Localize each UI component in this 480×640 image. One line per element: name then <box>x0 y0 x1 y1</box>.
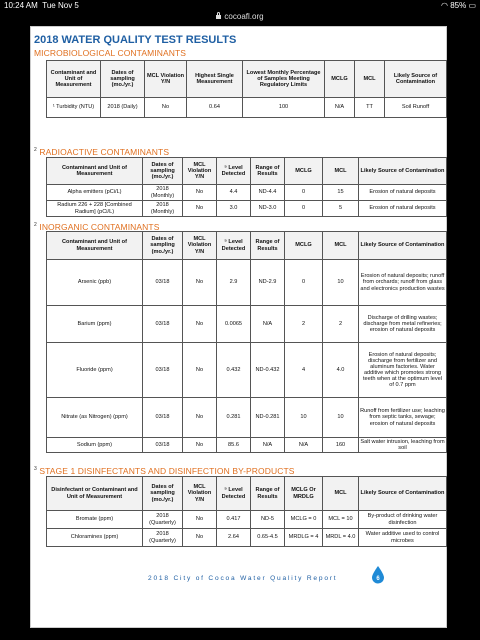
table-cell: 2018 (Daily) <box>101 98 145 118</box>
table-cell: Bromate (ppm) <box>47 511 143 529</box>
table-cell: 2018 (Monthly) <box>143 201 183 217</box>
table-cell: 15 <box>323 185 359 201</box>
table-cell: Erosion of natural deposits; discharge from fertilizer and aluminum factories. Water additive which promotes strong teeth when at the optimum level of 0.7 ppm <box>359 343 447 398</box>
table-cell: No <box>183 398 217 438</box>
table-cell: 0.417 <box>217 511 251 529</box>
table-cell: 2.9 <box>217 260 251 306</box>
status-battery: ◠ 85% ▭ <box>440 1 476 10</box>
table-cell: 160 <box>323 438 359 453</box>
table-cell: Discharge of drilling wastes; discharge from metal refineries; erosion of natural deposits <box>359 306 447 343</box>
col-header: Range of Results <box>251 477 285 511</box>
section-disinfectants: $^3$ STAGE 1 DISINFECTANTS AND DISINFECTION BY-PRODUCTS <box>34 466 295 476</box>
table-cell: Chloramines (ppm) <box>47 529 143 547</box>
page-number-badge <box>371 566 385 584</box>
table-cell: 03/18 <box>143 343 183 398</box>
table-row <box>47 398 447 438</box>
table-cell: N/A <box>251 306 285 343</box>
table-cell: Sodium (ppm) <box>47 438 143 453</box>
table-cell: No <box>183 511 217 529</box>
battery-icon: ▭ <box>468 1 476 10</box>
table-cell: 03/18 <box>143 398 183 438</box>
table-cell: 10 <box>323 398 359 438</box>
col-header: MCLG <box>325 61 355 98</box>
table-cell: MRDL = 4.0 <box>323 529 359 547</box>
table-cell: MRDLG = 4 <box>285 529 323 547</box>
table-cell: No <box>145 98 187 118</box>
table-cell: 2.64 <box>217 529 251 547</box>
table-cell: 0.0065 <box>217 306 251 343</box>
col-header: Range of Results <box>251 158 285 185</box>
table-row <box>47 529 447 547</box>
col-header: Disinfectant or Contaminant and Unit of Measurement <box>47 477 143 511</box>
table-cell: 2018 (Quarterly) <box>143 529 183 547</box>
status-time: 10:24 AM Tue Nov 5 <box>4 1 79 10</box>
table-cell: 0.65-4.5 <box>251 529 285 547</box>
table-row <box>47 185 447 201</box>
table-row <box>47 343 447 398</box>
col-header: Range of Results <box>251 232 285 260</box>
section-radioactive: $^2$ RADIOACTIVE CONTAMINANTS <box>34 147 170 157</box>
table-cell: No <box>183 343 217 398</box>
table-cell: 100 <box>243 98 325 118</box>
inorg-table <box>46 231 447 453</box>
table-cell: No <box>183 201 217 217</box>
table-cell: No <box>183 529 217 547</box>
url-text: cocoafl.org <box>224 12 264 21</box>
col-header: Dates of sampling (mo./yr.) <box>143 232 183 260</box>
table-cell: MCLG = 0 <box>285 511 323 529</box>
page-footer: 2018 City of Cocoa Water Quality Report <box>148 575 338 582</box>
lock-icon <box>216 15 221 19</box>
table-cell: MCL = 10 <box>323 511 359 529</box>
table-cell: 4 <box>285 343 323 398</box>
table-cell: 4.4 <box>217 185 251 201</box>
disinf-table <box>46 476 447 547</box>
col-header: Dates of sampling (mo./yr.) <box>143 477 183 511</box>
table-cell: 0 <box>285 260 323 306</box>
table-row <box>47 260 447 306</box>
table-cell: 03/18 <box>143 260 183 306</box>
col-header: ⁵ Level Detected <box>217 232 251 260</box>
table-cell: N/A <box>285 438 323 453</box>
table-row <box>47 201 447 217</box>
table-cell: 0.64 <box>187 98 243 118</box>
table-cell: Runoff from fertilizer use; leaching from septic tanks, sewage; erosion of natural deposits <box>359 398 447 438</box>
table-cell: Salt water intrusion, leaching from soil <box>360 438 445 451</box>
table-row <box>47 98 447 118</box>
col-header: MCL Violation Y/N <box>183 477 217 511</box>
col-header: Likely Source of Contamination <box>385 61 447 98</box>
col-header: Dates of sampling (mo./yr.) <box>143 158 183 185</box>
col-header: MCL <box>323 232 359 260</box>
table-cell: ND-4.4 <box>251 185 285 201</box>
table-cell: 0.432 <box>217 343 251 398</box>
table-cell: Barium (ppm) <box>47 306 143 343</box>
table-row <box>47 438 447 453</box>
section-inorganic: $^2$ INORGANIC CONTAMINANTS <box>34 222 160 232</box>
document-title: 2018 WATER QUALITY TEST RESULTS <box>34 34 237 46</box>
table-cell: Water additive used to control microbes <box>359 529 447 547</box>
table-cell: Soil Runoff <box>385 98 447 118</box>
table-cell: 4.0 <box>323 343 359 398</box>
col-header: MCL Violation Y/N <box>183 232 217 260</box>
col-header: MCLG Or MRDLG <box>285 477 323 511</box>
table-cell: Erosion of natural deposits; runoff from orchards; runoff from glass and electronics production wastes <box>359 260 447 306</box>
col-header: MCLG <box>285 158 323 185</box>
table-cell: 10 <box>323 260 359 306</box>
table-cell: ND-0.432 <box>251 343 285 398</box>
table-cell: 10 <box>285 398 323 438</box>
table-cell: 0.281 <box>217 398 251 438</box>
col-header: MCL <box>323 477 359 511</box>
table-cell: N/A <box>251 438 285 453</box>
col-header: MCLG <box>285 232 323 260</box>
table-cell: Nitrate (as Nitrogen) (ppm) <box>47 398 143 438</box>
table-cell: Erosion of natural deposits <box>359 201 447 217</box>
table-row <box>47 511 447 529</box>
col-header: MCL <box>323 158 359 185</box>
table-cell: 2 <box>323 306 359 343</box>
col-header: Contaminant and Unit of Measurement <box>47 232 143 260</box>
wifi-icon: ◠ <box>440 1 448 10</box>
table-cell: No <box>183 185 217 201</box>
col-header: Dates of sampling (mo./yr.) <box>101 61 145 98</box>
col-header: Contaminant and Unit of Measurement <box>47 158 143 185</box>
table-cell: 03/18 <box>143 306 183 343</box>
col-header: ⁵ Level Detected <box>217 477 251 511</box>
table-cell: 2018 (Monthly) <box>143 185 183 201</box>
page-number: 6 <box>376 576 380 582</box>
table-cell: Erosion of natural deposits <box>359 185 447 201</box>
col-header: Likely Source of Contamination <box>359 477 447 511</box>
col-header: MCL <box>355 61 385 98</box>
table-cell: Fluoride (ppm) <box>47 343 143 398</box>
bottom-bar <box>0 628 480 640</box>
table-cell: 2018 (Quarterly) <box>143 511 183 529</box>
table-cell: ND-0.281 <box>251 398 285 438</box>
table-cell: Alpha emitters (pCi/L) <box>47 185 143 201</box>
table-cell: TT <box>355 98 385 118</box>
table-cell: By-product of drinking water disinfection <box>359 511 447 529</box>
table-cell: Arsenic (ppb) <box>47 260 143 306</box>
col-header: Lowest Monthly Percentage of Samples Meeting Regulatory Limits <box>243 61 325 98</box>
table-cell: 5 <box>323 201 359 217</box>
table-cell: ¹ Turbidity (NTU) <box>47 98 101 118</box>
table-cell: N/A <box>325 98 355 118</box>
table-cell: No <box>183 260 217 306</box>
col-header: Contaminant and Unit of Measurement <box>47 61 101 98</box>
col-header: Likely Source of Contamination <box>359 158 447 185</box>
col-header: ⁵ Level Detected <box>217 158 251 185</box>
table-cell: 85.6 <box>217 438 251 453</box>
table-cell: ND-5 <box>251 511 285 529</box>
table-cell: No <box>183 306 217 343</box>
micro-table <box>46 60 447 118</box>
table-row <box>47 306 447 343</box>
section-microbiological: MICROBIOLOGICAL CONTAMINANTS <box>34 48 187 58</box>
col-header: MCL Violation Y/N <box>145 61 187 98</box>
table-cell: 3.0 <box>217 201 251 217</box>
table-cell: ND-2.9 <box>251 260 285 306</box>
url-bar[interactable] <box>0 12 480 26</box>
table-cell: No <box>183 438 217 453</box>
table-cell: 03/18 <box>143 438 183 453</box>
col-header: MCL Violation Y/N <box>183 158 217 185</box>
col-header: Likely Source of Contamination <box>359 232 447 260</box>
table-cell: 0 <box>285 201 323 217</box>
table-cell: 2 <box>285 306 323 343</box>
table-cell: ND-3.0 <box>251 201 285 217</box>
table-cell: Radium 226 + 228 [Combined Radium] (pCi/L) <box>47 201 143 217</box>
radio-table <box>46 157 447 217</box>
status-bar <box>0 0 480 12</box>
col-header: Highest Single Measurement <box>187 61 243 98</box>
table-cell: 0 <box>285 185 323 201</box>
